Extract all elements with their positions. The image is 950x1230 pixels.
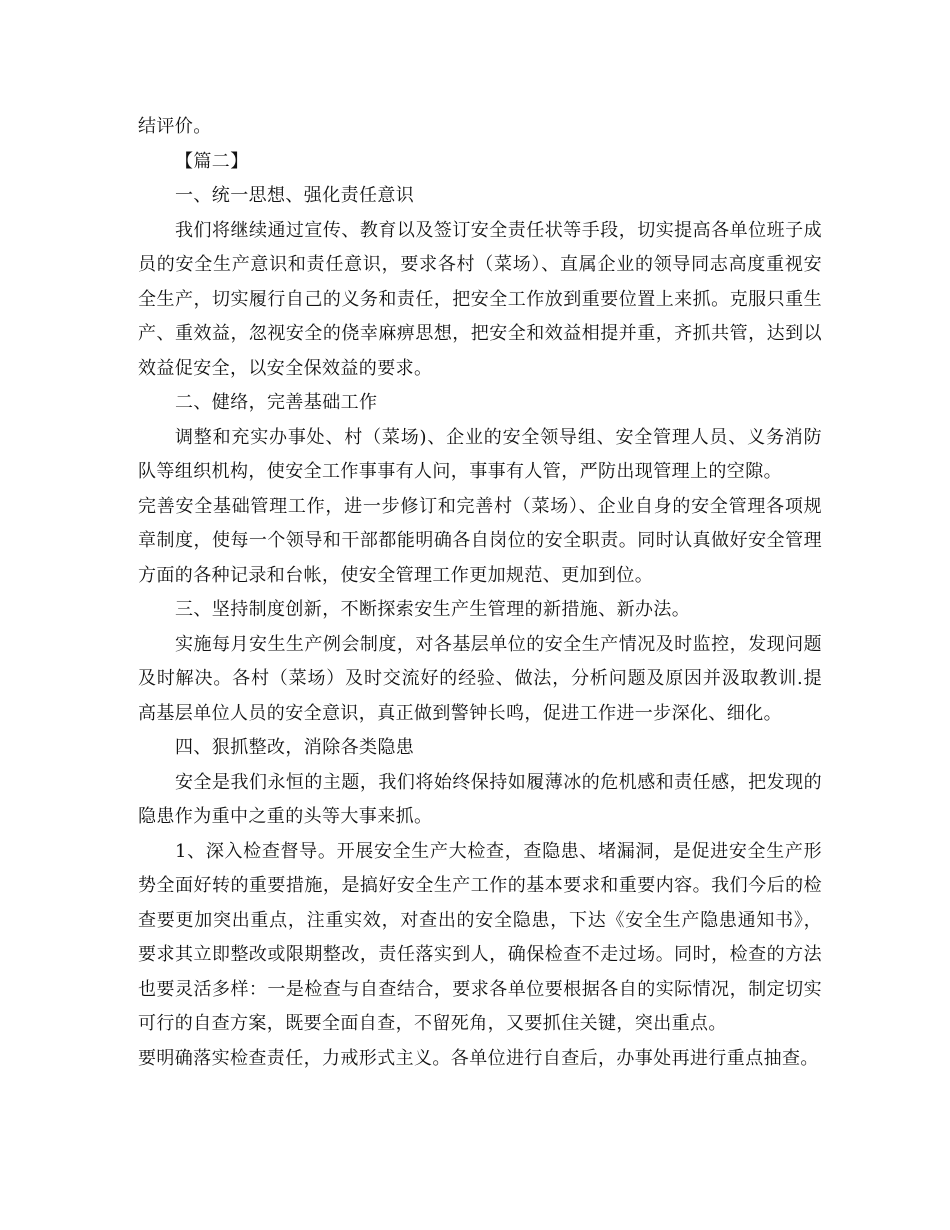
paragraph-1: 我们将继续通过宣传、教育以及签订安全责任状等手段，切实提高各单位班子成员的安全生产意识和责任意识，要求各村（菜场）、直属企业的领导同志高度重视安全生产，切实履行自己的义务和责任，把安全工作放到重要位置上来抓。克服只重生产、重效益，忽视安全的侥幸麻痹思想，把安全和效益相提并重，齐抓共管，达到以效益促安全，以安全保效益的要求。 bbox=[138, 219, 822, 379]
heading-4: 四、狠抓整改，消除各类隐患 bbox=[175, 737, 415, 758]
heading-3: 三、坚持制度创新，不断探索安生产生管理的新措施、新办法。 bbox=[175, 599, 691, 620]
paragraph-4: 实施每月安生生产例会制度，对各基层单位的安全生产情况及时监控，发现问题及时解决。各村（菜场）及时交流好的经验、做法，分析问题及原因并汲取教训.提高基层单位人员的安全意识，真正做到警钟长鸣，促进工作进一步深化、细化。 bbox=[138, 633, 822, 724]
paragraph-3: 完善安全基础管理工作，进一步修订和完善村（菜场）、企业自身的安全管理各项规章制度，使每一个领导和干部都能明确各自岗位的安全职责。同时认真做好安全管理方面的各种记录和台帐，使安全管理工作更加规范、更加到位。 bbox=[138, 495, 822, 586]
section-title: 【篇二】 bbox=[175, 150, 249, 172]
document-page bbox=[138, 110, 822, 1076]
continuation-text: 结评价。 bbox=[138, 116, 212, 137]
paragraph-5: 安全是我们永恒的主题，我们将始终保持如履薄冰的危机感和责任感，把发现的隐患作为重中之重的头等大事来抓。 bbox=[138, 771, 822, 827]
heading-1: 一、统一思想、强化责任意识 bbox=[175, 185, 415, 206]
paragraph-6: 1、深入检查督导。开展安全生产大检查，查隐患、堵漏洞，是促进安全生产形势全面好转的重要措施，是搞好安全生产工作的基本要求和重要内容。我们今后的检查要更加突出重点，注重实效，对查出的安全隐患，下达《安全生产隐患通知书》，要求其立即整改或限期整改，责任落实到人，确保检查不走过场。同时，检查的方法也要灵活多样：一是检查与自查结合，要求各单位要根据各自的实际情况，制定切实可行的自查方案，既要全面自查，不留死角，又要抓住关键，突出重点。 bbox=[138, 840, 822, 1034]
heading-2: 二、健络，完善基础工作 bbox=[175, 392, 378, 413]
paragraph-7: 要明确落实检查责任，力戒形式主义。各单位进行自查后，办事处再进行重点抽查。 bbox=[138, 1047, 819, 1069]
paragraph-2: 调整和充实办事处、村（菜场)、企业的安全领导组、安全管理人员、义务消防队等组织机构，使安全工作事事有人问，事事有人管，严防出现管理上的空隙。 bbox=[138, 426, 822, 482]
